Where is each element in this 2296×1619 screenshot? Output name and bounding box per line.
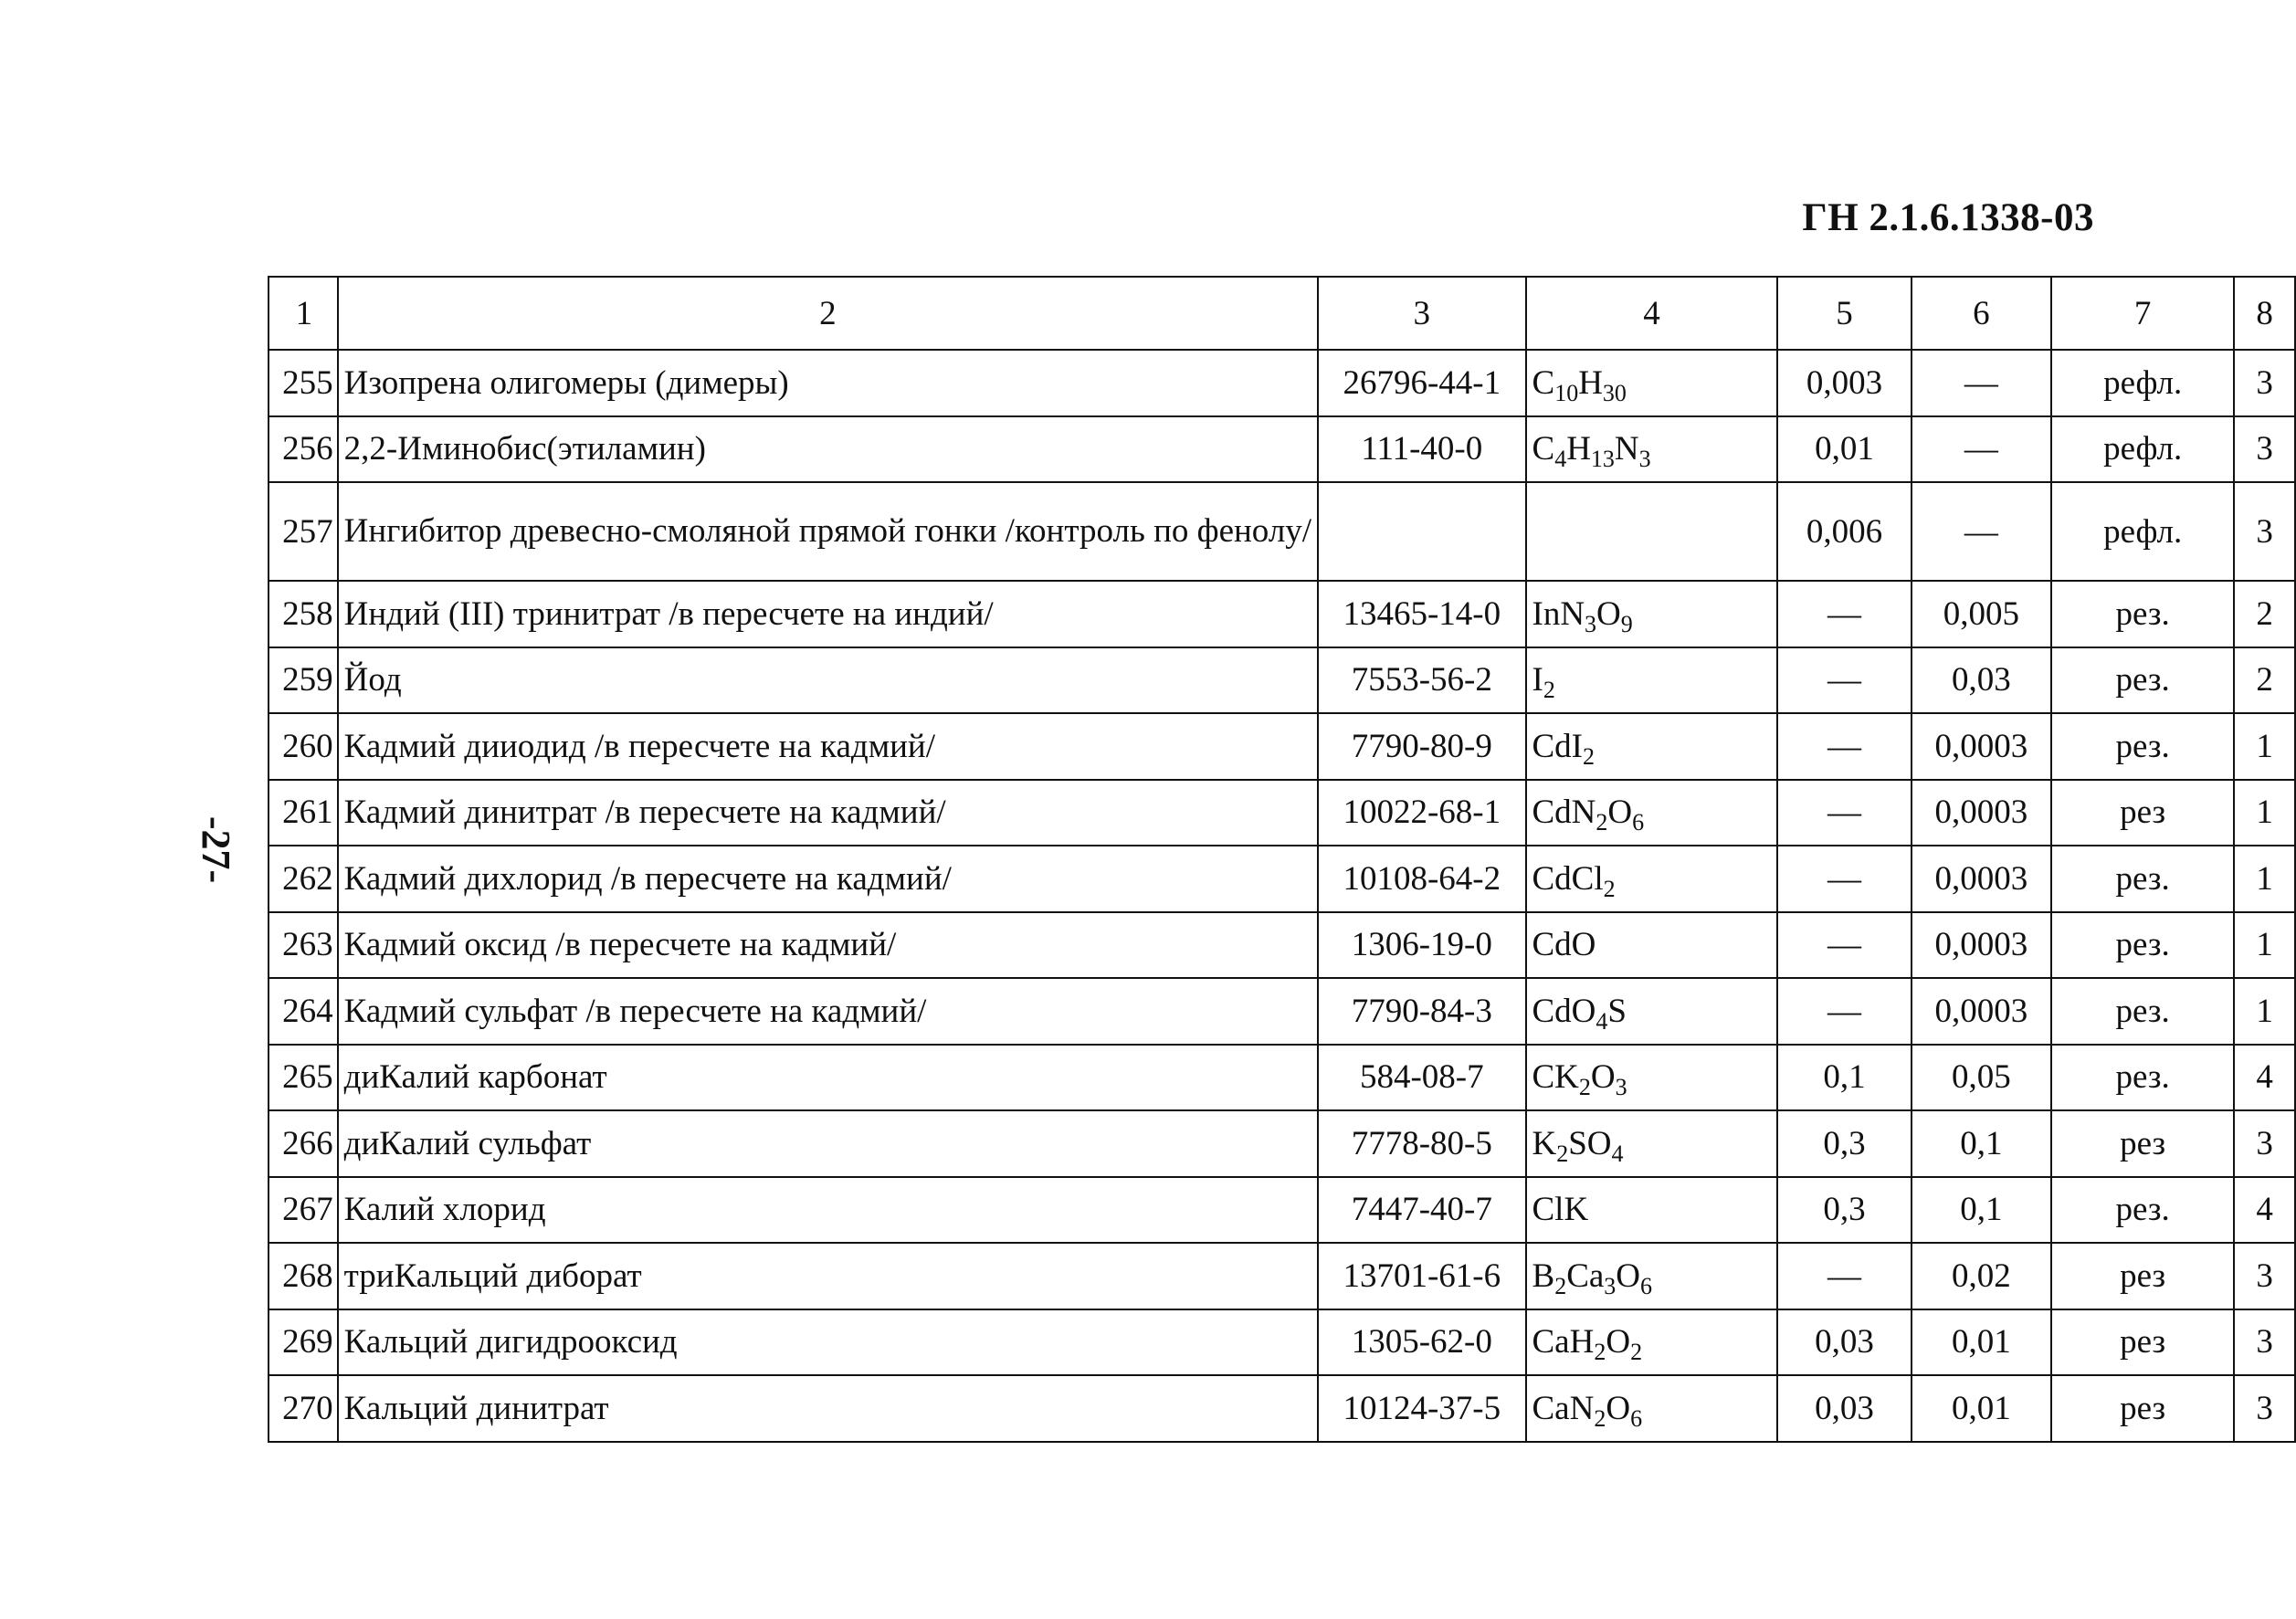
value-col-5: — [1777, 846, 1911, 912]
cas-number: 7790-80-9 [1318, 713, 1525, 780]
chemical-formula: $C_{10}H_{30}$ [1526, 350, 1778, 416]
substance-name: Кальций дигидрооксид [338, 1309, 1318, 1376]
chemical-formula: $CK_2O_3$ [1526, 1045, 1778, 1111]
hazard-class: 3 [2234, 1375, 2295, 1442]
row-number: 264 [269, 978, 338, 1045]
value-col-5: 0,01 [1777, 416, 1911, 483]
table-row [269, 1177, 2295, 1244]
limiting-indicator: рез. [2051, 1045, 2234, 1111]
value-col-6: 0,01 [1912, 1309, 2052, 1376]
limiting-indicator: рез [2051, 1243, 2234, 1309]
substance-name: Кадмий дихлорид /в пересчете на кадмий/ [338, 846, 1318, 912]
substance-name: Кадмий оксид /в пересчете на кадмий/ [338, 912, 1318, 979]
chemical-formula: $I_2$ [1526, 647, 1778, 714]
chemical-formula: CdO$_4$S [1526, 978, 1778, 1045]
row-number: 265 [269, 1045, 338, 1111]
hazard-class: 3 [2234, 1309, 2295, 1376]
table-row [269, 647, 2295, 714]
value-col-5: 0,03 [1777, 1309, 1911, 1376]
limiting-indicator: рез. [2051, 846, 2234, 912]
table-row [269, 482, 2295, 581]
column-header: 3 [1318, 277, 1525, 350]
cas-number: 1305-62-0 [1318, 1309, 1525, 1376]
column-header: 4 [1526, 277, 1778, 350]
hazard-class: 3 [2234, 1243, 2295, 1309]
substance-name: диКалий карбонат [338, 1045, 1318, 1111]
substance-name: Йод [338, 647, 1318, 714]
cas-number [1318, 482, 1525, 581]
value-col-5: — [1777, 978, 1911, 1045]
value-col-6: 0,01 [1912, 1375, 2052, 1442]
cas-number: 10124-37-5 [1318, 1375, 1525, 1442]
table-row [269, 1375, 2295, 1442]
limiting-indicator: рез. [2051, 581, 2234, 647]
value-col-5: 0,3 [1777, 1110, 1911, 1177]
limiting-indicator: рефл. [2051, 482, 2234, 581]
chemical-formula [1526, 482, 1778, 581]
substance-name: 2,2-Иминобис(этиламин) [338, 416, 1318, 483]
table-row [269, 1110, 2295, 1177]
cas-number: 7553-56-2 [1318, 647, 1525, 714]
chemical-formula: ClK [1526, 1177, 1778, 1244]
row-number: 256 [269, 416, 338, 483]
cas-number: 7790-84-3 [1318, 978, 1525, 1045]
substance-name: Калий хлорид [338, 1177, 1318, 1244]
value-col-6: — [1912, 350, 2052, 416]
cas-number: 584-08-7 [1318, 1045, 1525, 1111]
limiting-indicator: рез [2051, 1375, 2234, 1442]
column-header: 8 [2234, 277, 2295, 350]
value-col-5: 0,03 [1777, 1375, 1911, 1442]
column-header: 6 [1912, 277, 2052, 350]
value-col-5: — [1777, 1243, 1911, 1309]
value-col-6: 0,02 [1912, 1243, 2052, 1309]
chemical-formula: $K_2SO_4$ [1526, 1110, 1778, 1177]
substance-name: диКалий сульфат [338, 1110, 1318, 1177]
hazard-class: 4 [2234, 1177, 2295, 1244]
chemical-formula: $CaH_2O_2$ [1526, 1309, 1778, 1376]
chemical-formula: $InN_3O_9$ [1526, 581, 1778, 647]
hygiene-standards-table [268, 276, 2296, 1443]
row-number: 260 [269, 713, 338, 780]
chemical-formula: CdCl$_2$ [1526, 846, 1778, 912]
limiting-indicator: рез. [2051, 978, 2234, 1045]
row-number: 258 [269, 581, 338, 647]
substance-name: Индий (III) тринитрат /в пересчете на индий/ [338, 581, 1318, 647]
hazard-class: 1 [2234, 846, 2295, 912]
table-row [269, 1309, 2295, 1376]
cas-number: 10022-68-1 [1318, 780, 1525, 846]
value-col-6: 0,005 [1912, 581, 2052, 647]
chemical-formula: $CaN_2O_6$ [1526, 1375, 1778, 1442]
hazard-class: 3 [2234, 350, 2295, 416]
row-number: 261 [269, 780, 338, 846]
table-row [269, 1045, 2295, 1111]
row-number: 255 [269, 350, 338, 416]
limiting-indicator: рез. [2051, 1177, 2234, 1244]
table-row [269, 1243, 2295, 1309]
value-col-5: — [1777, 780, 1911, 846]
value-col-6: 0,03 [1912, 647, 2052, 714]
document-code: ГН 2.1.6.1338-03 [1802, 196, 2094, 239]
chemical-formula: CdO [1526, 912, 1778, 979]
value-col-5: — [1777, 647, 1911, 714]
substance-name: Ингибитор древесно-смоляной прямой гонки /контроль по фенолу/ [338, 482, 1318, 581]
cas-number: 7778-80-5 [1318, 1110, 1525, 1177]
limiting-indicator: рез. [2051, 912, 2234, 979]
column-header: 1 [269, 277, 338, 350]
limiting-indicator: рефл. [2051, 416, 2234, 483]
chemical-formula: $CdN_2O_6$ [1526, 780, 1778, 846]
value-col-6: 0,0003 [1912, 912, 2052, 979]
column-header: 7 [2051, 277, 2234, 350]
limiting-indicator: рефл. [2051, 350, 2234, 416]
value-col-5: 0,1 [1777, 1045, 1911, 1111]
hazard-class: 1 [2234, 912, 2295, 979]
value-col-5: 0,006 [1777, 482, 1911, 581]
substance-name: Кадмий динитрат /в пересчете на кадмий/ [338, 780, 1318, 846]
cas-number: 10108-64-2 [1318, 846, 1525, 912]
row-number: 262 [269, 846, 338, 912]
table-row [269, 713, 2295, 780]
value-col-5: — [1777, 581, 1911, 647]
cas-number: 26796-44-1 [1318, 350, 1525, 416]
value-col-6: — [1912, 482, 2052, 581]
table-row [269, 581, 2295, 647]
value-col-5: — [1777, 713, 1911, 780]
substance-name: Кальций динитрат [338, 1375, 1318, 1442]
value-col-6: — [1912, 416, 2052, 483]
hazard-class: 3 [2234, 482, 2295, 581]
row-number: 257 [269, 482, 338, 581]
table-row [269, 912, 2295, 979]
chemical-formula: $B_2Ca_3O_6$ [1526, 1243, 1778, 1309]
row-number: 263 [269, 912, 338, 979]
cas-number: 7447-40-7 [1318, 1177, 1525, 1244]
table-row [269, 978, 2295, 1045]
row-number: 266 [269, 1110, 338, 1177]
hazard-class: 1 [2234, 780, 2295, 846]
row-number: 270 [269, 1375, 338, 1442]
row-number: 259 [269, 647, 338, 714]
hazard-class: 3 [2234, 1110, 2295, 1177]
value-col-5: — [1777, 912, 1911, 979]
table-row [269, 846, 2295, 912]
value-col-6: 0,0003 [1912, 713, 2052, 780]
limiting-indicator: рез [2051, 1309, 2234, 1376]
value-col-5: 0,003 [1777, 350, 1911, 416]
hazard-class: 3 [2234, 416, 2295, 483]
cas-number: 13701-61-6 [1318, 1243, 1525, 1309]
row-number: 267 [269, 1177, 338, 1244]
substance-name: Изопрена олигомеры (димеры) [338, 350, 1318, 416]
cas-number: 111-40-0 [1318, 416, 1525, 483]
page-number: -27- [194, 815, 239, 884]
column-header: 5 [1777, 277, 1911, 350]
value-col-6: 0,05 [1912, 1045, 2052, 1111]
table-header-row [269, 277, 2295, 350]
hazard-class: 1 [2234, 713, 2295, 780]
substance-name: триКальций диборат [338, 1243, 1318, 1309]
value-col-6: 0,1 [1912, 1110, 2052, 1177]
limiting-indicator: рез. [2051, 713, 2234, 780]
row-number: 269 [269, 1309, 338, 1376]
limiting-indicator: рез [2051, 780, 2234, 846]
substance-name: Кадмий сульфат /в пересчете на кадмий/ [338, 978, 1318, 1045]
value-col-6: 0,0003 [1912, 978, 2052, 1045]
hazard-class: 4 [2234, 1045, 2295, 1111]
hazard-class: 1 [2234, 978, 2295, 1045]
cas-number: 13465-14-0 [1318, 581, 1525, 647]
hazard-class: 2 [2234, 647, 2295, 714]
cas-number: 1306-19-0 [1318, 912, 1525, 979]
chemical-formula: CdI$_2$ [1526, 713, 1778, 780]
value-col-6: 0,0003 [1912, 846, 2052, 912]
value-col-6: 0,0003 [1912, 780, 2052, 846]
value-col-6: 0,1 [1912, 1177, 2052, 1244]
chemical-formula: $C_4H_{13}N_3$ [1526, 416, 1778, 483]
row-number: 268 [269, 1243, 338, 1309]
column-header: 2 [338, 277, 1318, 350]
hazard-class: 2 [2234, 581, 2295, 647]
substance-name: Кадмий дииодид /в пересчете на кадмий/ [338, 713, 1318, 780]
table-row [269, 780, 2295, 846]
limiting-indicator: рез [2051, 1110, 2234, 1177]
table-row [269, 416, 2295, 483]
limiting-indicator: рез. [2051, 647, 2234, 714]
table-row [269, 350, 2295, 416]
value-col-5: 0,3 [1777, 1177, 1911, 1244]
